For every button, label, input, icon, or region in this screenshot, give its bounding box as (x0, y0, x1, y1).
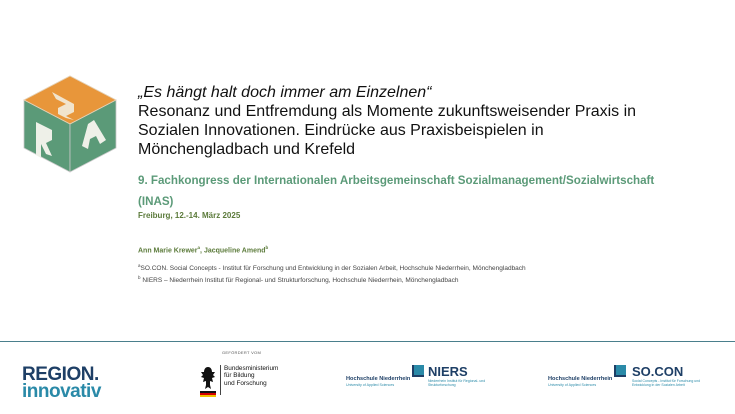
socon-name: SO.CON (632, 364, 684, 379)
bmbf-name (224, 365, 278, 387)
federal-eagle-icon (200, 365, 216, 397)
socon-logo (548, 363, 718, 403)
region-innovativ-logo (22, 366, 132, 402)
affiliations (138, 262, 526, 285)
author-separator: , (200, 247, 204, 255)
authors (138, 245, 268, 254)
congress-line-2: (INAS) (138, 195, 174, 208)
event-date: Freiburg, 12.-14. März 2025 (138, 211, 241, 220)
affiliation-a (138, 262, 526, 274)
title-block (138, 83, 698, 159)
bmbf-line-3: und Forschung (224, 379, 267, 387)
region-logo-line-2: innovativ (22, 381, 101, 402)
congress-name (138, 170, 718, 212)
funded-by-label: GEFÖRDERT VOM (222, 350, 262, 355)
presentation-subtitle: „Es hängt halt doch immer am Einzelnen“ (138, 84, 432, 101)
socon-university-name: Hochschule Niederrhein (548, 376, 613, 382)
niers-description: Niederrhein Institut für Regional- und Strukturforschung (428, 379, 486, 388)
region-logo-line-1: REGION. (22, 364, 99, 385)
presentation-title-line-3: Mönchengladbach und Krefeld (138, 141, 356, 158)
author-1: Ann Marie Krewer (138, 247, 198, 255)
author-2-mark: b (265, 245, 269, 250)
niers-name: NIERS (428, 364, 468, 379)
affiliation-b (138, 274, 526, 286)
bmbf-logo (200, 350, 310, 410)
niers-university-name: Hochschule Niederrhein (346, 376, 411, 382)
socon-mark-accent-icon (616, 365, 626, 375)
congress-line-1: 9. Fachkongress der Internationalen Arbeitsgemeinschaft Sozialmanagement/Sozialwirtschaft (138, 174, 655, 187)
bmbf-line-1: Bundesministerium (224, 365, 279, 372)
niers-logo (346, 363, 496, 401)
rra-cube-logo-icon (22, 74, 118, 174)
bmbf-divider (220, 365, 221, 395)
affiliation-b-mark: b (138, 274, 141, 280)
socon-description: Social Concepts - Institut für Forschung und Entwicklung in der Sozialen Arbeit (632, 379, 701, 388)
bmbf-line-2: für Bildung (224, 372, 255, 380)
niers-mark-accent-icon (414, 365, 424, 375)
affiliation-b-text: NIERS – Niederrhein Institut für Regional- und Strukturforschung, Hochschule Niederrhein, Mönchengladbach (140, 276, 459, 284)
author-1-mark: a (197, 245, 201, 250)
socon-university-sub: University of Applied Sciences (548, 383, 597, 387)
presentation-title-line-2: Sozialen Innovationen. Eindrücke aus Praxisbeispielen in (138, 122, 544, 139)
affiliation-a-text: SO.CON. Social Concepts - Institut für Forschung und Entwicklung in der Sozialen Arbeit, Hochschule Niederrhein, Mönchengladbach (140, 265, 526, 273)
presentation-title-line-1: Resonanz und Entfremdung als Momente zukunftsweisender Praxis in (138, 103, 637, 120)
affiliation-a-mark: a (138, 263, 141, 268)
niers-university-sub: University of Applied Sciences (346, 383, 395, 387)
footer-divider (0, 341, 735, 342)
author-2: Jacqueline Amend (203, 247, 266, 255)
